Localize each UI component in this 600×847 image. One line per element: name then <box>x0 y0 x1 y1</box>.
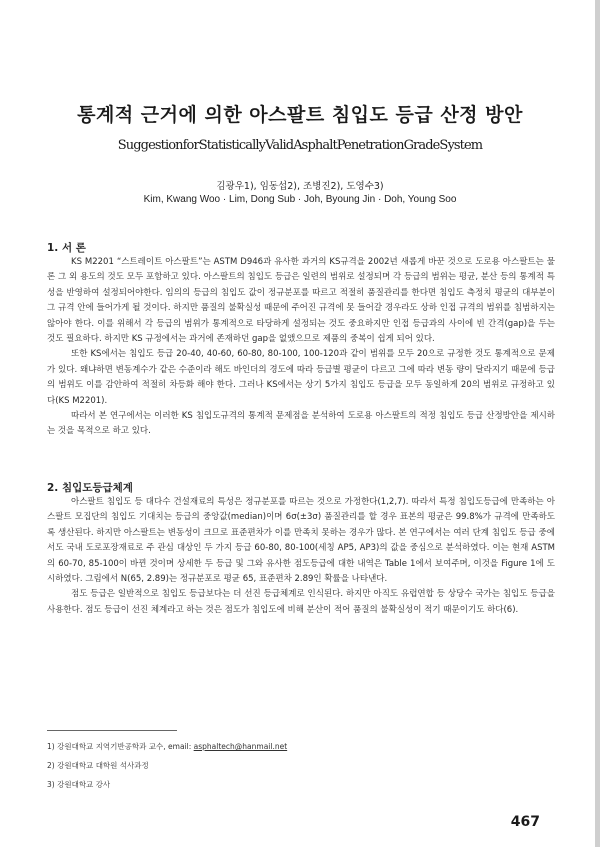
footnote-2: 2) 강원대학교 대학원 석사과정 <box>47 761 149 770</box>
section-1-paragraph: 따라서 본 연구에서는 이러한 KS 침입도규격의 통계적 문제점을 분석하여 도로용 아스팔트의 적정 침입도 등급 산정방안을 제시하는 것을 목적으로 하고 있다. <box>47 411 555 437</box>
footnote-1-email[interactable]: asphaltech@hanmail.net <box>193 742 288 751</box>
section-1-paragraph: KS M2201 “스트레이트 아스팔트”는 ASTM D946과 유사한 과거의 KS규격을 2002년 새롭게 바꾼 것으로 도로용 아스팔트는 물론 그 외 용도의 것도 모두 포함하고 있다. 아스팔트의 침입도 등급은 일련의 범위로 설정되며 각 등급의 범위는 평균, 분산 등의 통계적 특성을 반영하여 설정되어야한다. 임의의 등급의 침입도 값이 정규분포를 따르고 적절히 품질관리를 한다면 침입도 측정치 평균의 대부분이 그 규격 안에 들어가게 될 것이다. 하지만 품질의 불확실성 때문에 주어진 규격에 못 들어갈 경우라도 상하 인접 규격의 범위를 침범하지는 않아야 한다. 이를 위해서 각 등급의 범위가 통계적으로 타당하게 설정되는 것도 중요하지만 인접 등급과의 사이에 빈 간격(gap)을 두는 것도 필요하다. 하지만 KS 규정에서는 과거에 존재하던 gap을 없앴으므로 제품의 중복이 쉽게 되어 있다. <box>47 257 555 345</box>
section-2-paragraph: 아스팔트 침입도 등 대다수 건설재료의 특성은 정규분포를 따르는 것으로 가정한다(1,2,7). 따라서 특정 침입도등급에 만족하는 아스팔트 모집단의 침입도 기대치는 등급의 중앙값(median)이며 6σ(±3σ) 품질관리를 할 경우 표본의 평균은 99.8%가 규격에 만족하도록 생산된다. 하지만 아스팔트는 변동성이 크므로 표준편차가 이를 만족치 못하는 경우가 많다. 본 연구에서는 여러 단계 침입도 등급 중에서도 국내 도로포장재료로 주 관심 대상인 두 가지 등급 60-80, 80-100(세칭 AP5, AP3)의 값을 중심으로 분석하였다. 이는 현재 ASTM의 60-70, 85-100이 바뀐 것이며 상세한 두 등급 및 그와 유사한 점도등급에 대한 내역은 Table 1에서 보여주며, 이것을 Figure 1에 도시하였다. 그림에서 N(65, 2.89)는 정규분포로 평균 65, 표준편차 2.89인 확률을 나타낸다. <box>47 497 555 585</box>
footnote-divider <box>47 730 177 731</box>
page-edge-shadow <box>595 0 600 847</box>
section-2-body <box>47 495 555 618</box>
paper-title: 통계적 근거에 의한 아스팔트 침입도 등급 산정 방안 <box>77 104 523 126</box>
section-2-heading: 2. 침입도등급체계 <box>47 482 133 494</box>
section-2-paragraph: 점도 등급은 일반적으로 침입도 등급보다는 더 선진 등급체계로 인식된다. 하지만 아직도 유럽연합 등 상당수 국가는 침입도 등급을 사용한다. 점도 등급이 선진 체계라고 하는 것은 점도가 침입도에 비해 분산이 적어 품질의 불확실성이 적기 때문이기도 하다(6). <box>47 589 555 615</box>
section-1-body <box>47 255 555 440</box>
footnote-1 <box>47 741 287 752</box>
authors-english: Kim, Kwang Woo · Lim, Dong Sub · Joh, Byoung Jin · Doh, Young Soo <box>143 194 457 205</box>
footnote-3: 3) 강원대학교 강사 <box>47 780 111 789</box>
page-number: 467 <box>510 814 540 830</box>
paper-subtitle: SuggestionforStatisticallyValidAsphaltPenetrationGradeSystem <box>117 138 483 153</box>
footnote-1-text: 1) 강원대학교 지역기반공학과 교수, email: <box>47 742 194 751</box>
section-1-heading: 1. 서 론 <box>47 242 86 254</box>
authors-korean: 김광우1), 임동섭2), 조병진2), 도영수3) <box>216 181 384 192</box>
section-1-paragraph: 또한 KS에서는 침입도 등급 20-40, 40-60, 60-80, 80-100, 100-120과 같이 범위를 모두 20으로 규정한 것도 통계적으로 문제가 있다. 왜냐하면 변동계수가 같은 수준이라 해도 바인더의 경도에 따라 등급별 평균이 다르고 그에 따라 변동 량이 달라지기 때문에 등급의 범위도 이를 감안하여 적절히 차등화 해야 한다. 그러나 KS에서는 상기 5가지 침입도 등급을 모두 동일하게 20의 범위로 규정하고 있다(KS M2201). <box>47 349 555 406</box>
